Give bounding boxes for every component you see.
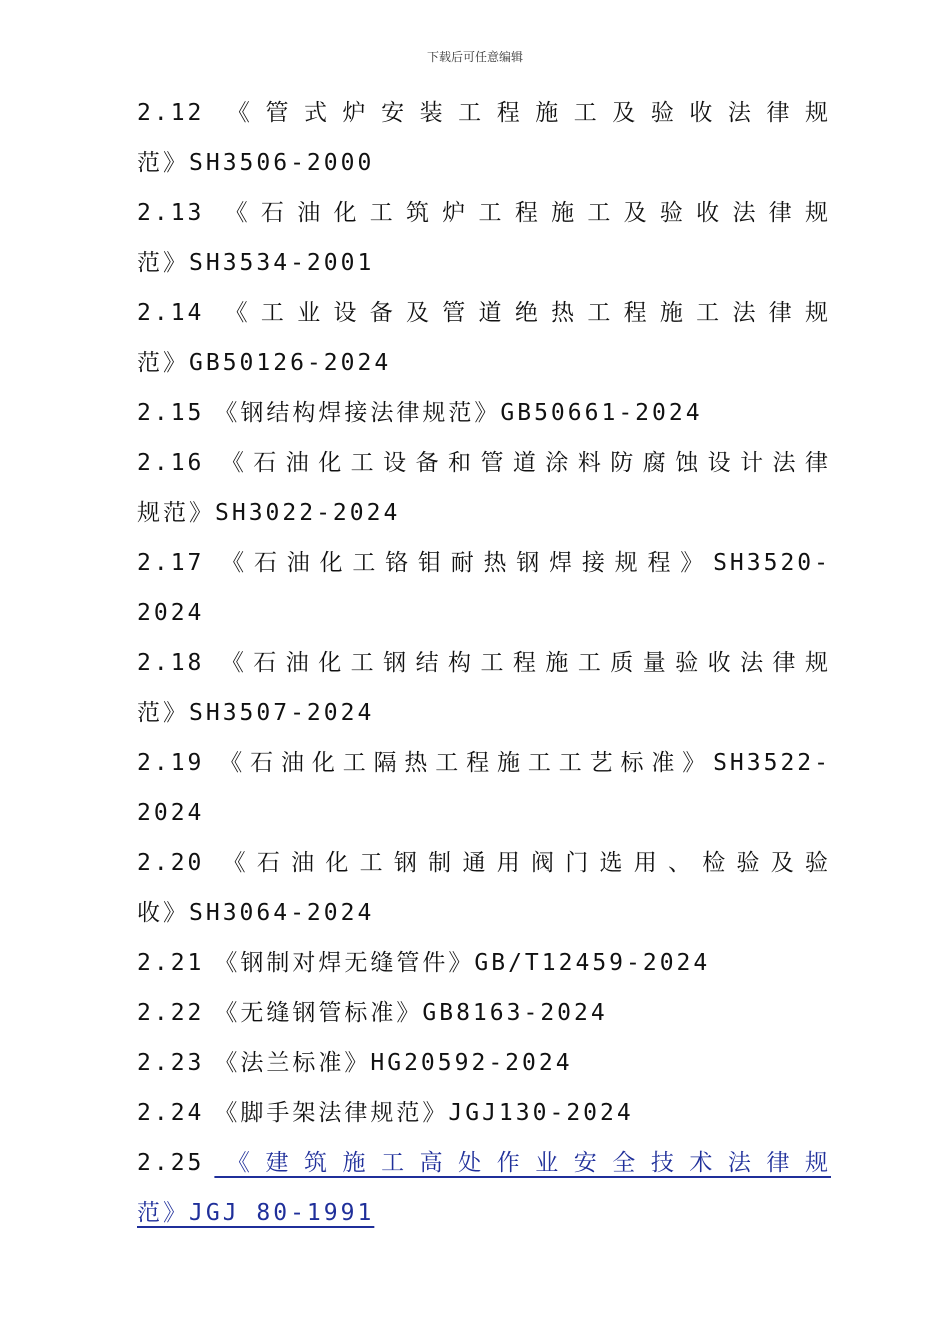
standard-link-title[interactable]: 《建筑施工高处作业安全技术法律规 (214, 1150, 831, 1176)
entry-number: 2.12 (137, 100, 205, 126)
standard-entry-2-19-line1 (137, 738, 831, 788)
entry-title: 《管式炉安装工程施工及验收法律规 (214, 100, 831, 126)
standard-entry-2-15 (137, 388, 831, 438)
entry-number: 2.25 (137, 1150, 205, 1176)
standard-entry-2-22 (137, 988, 831, 1038)
document-body (137, 88, 831, 1238)
standard-entry-2-18-line2: 范》SH3507-2024 (137, 700, 375, 726)
standard-entry-2-16-line2: 规范》SH3022-2024 (137, 500, 401, 526)
entry-number: 2.13 (137, 200, 205, 226)
entry-number: 2.23 (137, 1050, 205, 1076)
standard-entry-2-14-line2: 范》GB50126-2024 (137, 350, 392, 376)
entry-number: 2.18 (137, 650, 205, 676)
standard-entry-2-14-line1 (137, 288, 831, 338)
standard-entry-2-17-line1 (137, 538, 831, 588)
entry-number: 2.19 (137, 750, 205, 776)
entry-title: 《石油化工铬钼耐热钢焊接规程》SH3520- (214, 550, 831, 576)
entry-title: 《石油化工设备和管道涂料防腐蚀设计法律 (214, 450, 831, 476)
standard-entry-2-13-line1 (137, 188, 831, 238)
standard-entry-2-20-line2: 收》SH3064-2024 (137, 900, 375, 926)
entry-title: 《石油化工隔热工程施工工艺标准》SH3522- (214, 750, 831, 776)
entry-title: 《法兰标准》HG20592-2024 (214, 1050, 573, 1076)
entry-number: 2.24 (137, 1100, 205, 1126)
standard-entry-2-12-line2: 范》SH3506-2000 (137, 150, 375, 176)
standard-link-code[interactable]: 范》JGJ 80-1991 (137, 1200, 375, 1226)
standard-entry-2-25-line2 (137, 1188, 831, 1238)
entry-number: 2.21 (137, 950, 205, 976)
entry-number: 2.20 (137, 850, 205, 876)
entry-title: 《石油化工钢制通用阀门选用、检验及验 (214, 850, 831, 876)
standard-entry-2-25-line1 (137, 1138, 831, 1188)
entry-number: 2.14 (137, 300, 205, 326)
entry-title: 《脚手架法律规范》JGJ130-2024 (214, 1100, 634, 1126)
entry-title: 《工业设备及管道绝热工程施工法律规 (214, 300, 831, 326)
standard-entry-2-23 (137, 1038, 831, 1088)
entry-title: 《钢制对焊无缝管件》GB/T12459-2024 (214, 950, 711, 976)
standard-entry-2-20-line1 (137, 838, 831, 888)
standard-entry-2-12-line1 (137, 88, 831, 138)
standard-entry-2-18-line1 (137, 638, 831, 688)
entry-title: 《石油化工钢结构工程施工质量验收法律规 (214, 650, 831, 676)
entry-title: 《石油化工筑炉工程施工及验收法律规 (214, 200, 831, 226)
standard-entry-2-19-line2: 2024 (137, 800, 205, 826)
entry-number: 2.22 (137, 1000, 205, 1026)
entry-title: 《无缝钢管标准》GB8163-2024 (214, 1000, 608, 1026)
standard-entry-2-16-line1 (137, 438, 831, 488)
standard-entry-2-13-line2: 范》SH3534-2001 (137, 250, 375, 276)
entry-title: 《钢结构焊接法律规范》GB50661-2024 (214, 400, 703, 426)
standard-entry-2-24 (137, 1088, 831, 1138)
entry-number: 2.15 (137, 400, 205, 426)
entry-number: 2.16 (137, 450, 205, 476)
entry-number: 2.17 (137, 550, 205, 576)
page-header: 下载后可任意编辑 (426, 50, 523, 64)
standard-entry-2-17-line2: 2024 (137, 600, 205, 626)
standard-entry-2-21 (137, 938, 831, 988)
